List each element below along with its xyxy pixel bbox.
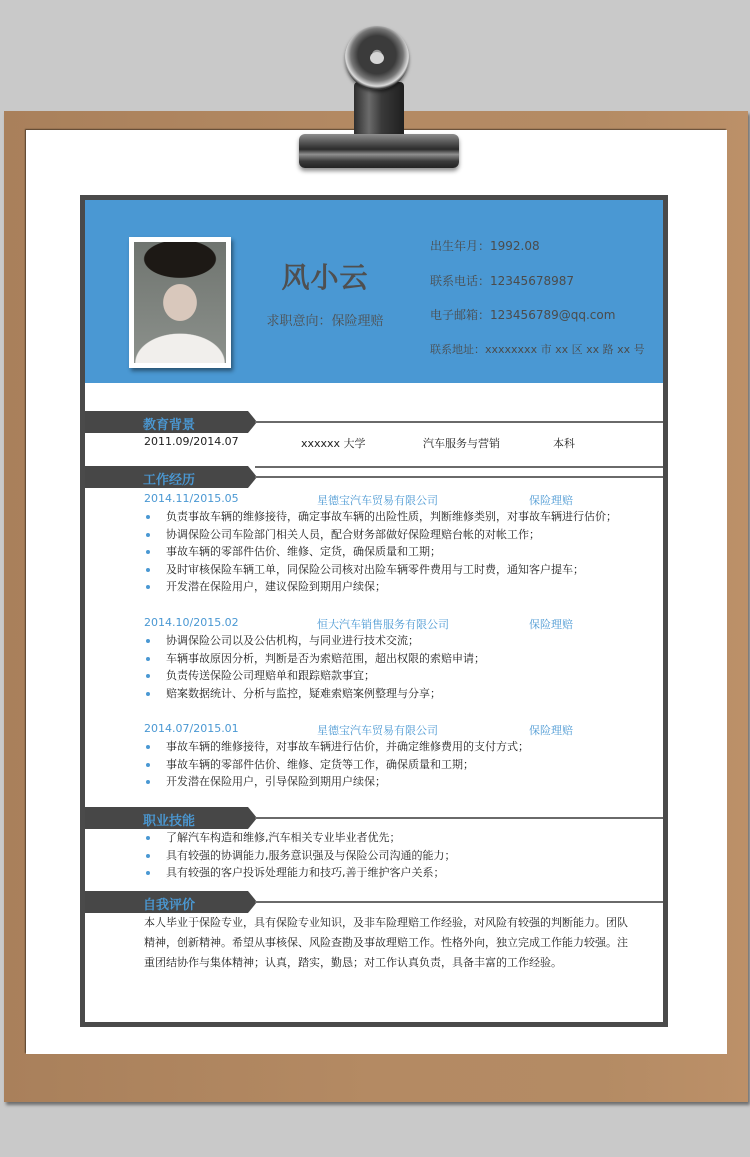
portrait-image <box>134 242 226 363</box>
self-evaluation-text: 本人毕业于保险专业，具有保险专业知识，及非车险理赔工作经验，对风险有较强的判断能力。团队精神，创新精神。希望从事核保、风险查勘及事故理赔工作。性格外向，独立完成工作能力较强。注重团结协作与集体精神；认真，踏实，勤恳；对工作认真负责，具备丰富的工作经验。 <box>144 916 628 969</box>
contact-email <box>430 307 660 342</box>
list-item: 负责事故车辆的维修接待，确定事故车辆的出险性质，判断维修类别，对事故车辆进行估价； <box>144 508 617 526</box>
contact-info <box>430 238 660 376</box>
section-self-evaluation <box>85 891 663 913</box>
job-period: 2014.11/2015.05 <box>144 492 239 505</box>
list-item: 事故车辆的零部件估价、维修、定货，确保质量和工期； <box>144 543 617 561</box>
list-item: 协调保险公司以及公估机构，与同业进行技术交流； <box>144 632 485 650</box>
contact-value: 123456789@qq.com <box>490 308 616 322</box>
contact-label: 联系电话： <box>430 273 491 288</box>
job-intent-label: 求职意向： <box>266 314 332 329</box>
job-header <box>144 492 654 508</box>
resume-frame <box>80 195 668 1027</box>
list-item: 协调保险公司车险部门相关人员，配合财务部做好保险理赔台帐的对帐工作； <box>144 526 617 544</box>
section-title: 教育背景 <box>143 418 196 433</box>
job-company: 恒大汽车销售服务有限公司 <box>317 618 449 631</box>
job-company: 星德宝汽车贸易有限公司 <box>317 724 438 737</box>
binder-clip-icon <box>297 24 463 170</box>
list-item: 及时审核保险车辆工单，同保险公司核对出险车辆零件费用与工时费，通知客户提车； <box>144 561 617 579</box>
job-intent-value: 保险理赔 <box>331 314 384 329</box>
job-period: 2014.10/2015.02 <box>144 616 239 629</box>
profile-photo <box>129 237 231 368</box>
contact-value: 12345678987 <box>490 273 574 288</box>
section-title: 职业技能 <box>143 814 196 829</box>
section-work <box>85 466 663 488</box>
job-intent <box>250 310 400 329</box>
skills-list <box>144 829 456 882</box>
section-divider <box>255 817 663 819</box>
job-company: 星德宝汽车贸易有限公司 <box>317 494 438 507</box>
section-divider <box>255 421 663 423</box>
contact-value: xxxxxxxx 市 xx 区 xx 路 xx 号 <box>485 342 645 356</box>
list-item: 具有较强的协调能力,服务意识强及与保险公司沟通的能力； <box>144 847 456 865</box>
job-period: 2014.07/2015.01 <box>144 722 239 735</box>
list-item: 赔案数据统计、分析与监控，疑难索赔案例整理与分享； <box>144 685 485 703</box>
section-title: 自我评价 <box>143 898 196 913</box>
contact-label: 出生年月： <box>430 239 491 253</box>
contact-label: 联系地址： <box>430 342 485 356</box>
job-header <box>144 722 654 738</box>
list-item: 事故车辆的维修接待，对事故车辆进行估价，并确定维修费用的支付方式； <box>144 738 529 756</box>
contact-birth <box>430 238 660 273</box>
list-item: 具有较强的客户投诉处理能力和技巧,善于维护客户关系； <box>144 864 456 882</box>
clip-hole <box>370 52 384 64</box>
job-duties <box>144 632 485 702</box>
list-item: 事故车辆的零部件估价、维修、定货等工作，确保质量和工期； <box>144 756 529 774</box>
education-school: xxxxxx 大学 <box>301 437 366 450</box>
job-position: 保险理赔 <box>529 724 573 737</box>
job-duties <box>144 508 617 596</box>
contact-value: 1992.08 <box>490 239 540 253</box>
list-item: 车辆事故原因分析，判断是否为索赔范围，超出权限的索赔申请； <box>144 650 485 668</box>
section-divider <box>255 901 663 903</box>
list-item: 开发潜在保险用户，引导保险到期用户续保； <box>144 773 529 791</box>
job-position: 保险理赔 <box>529 618 573 631</box>
job-position: 保险理赔 <box>529 494 573 507</box>
list-item: 负责传送保险公司理赔单和跟踪赔款事宜； <box>144 667 485 685</box>
section-skills <box>85 807 663 829</box>
section-education <box>85 411 663 433</box>
contact-address <box>430 342 660 377</box>
list-item: 开发潜在保险用户，建议保险到期用户续保； <box>144 578 617 596</box>
clip-bar <box>299 134 459 168</box>
section-title: 工作经历 <box>143 473 196 488</box>
education-major: 汽车服务与营销 <box>423 437 500 450</box>
education-period: 2011.09/2014.07 <box>144 435 239 448</box>
education-degree: 本科 <box>553 437 575 450</box>
candidate-name: 风小云 <box>281 261 369 294</box>
section-divider <box>255 476 663 478</box>
resume-header <box>85 200 663 383</box>
job-duties <box>144 738 529 791</box>
job-header <box>144 616 654 632</box>
contact-phone <box>430 273 660 308</box>
list-item: 了解汽车构造和维修,汽车相关专业毕业者优先； <box>144 829 456 847</box>
contact-label: 电子邮箱： <box>430 308 491 322</box>
